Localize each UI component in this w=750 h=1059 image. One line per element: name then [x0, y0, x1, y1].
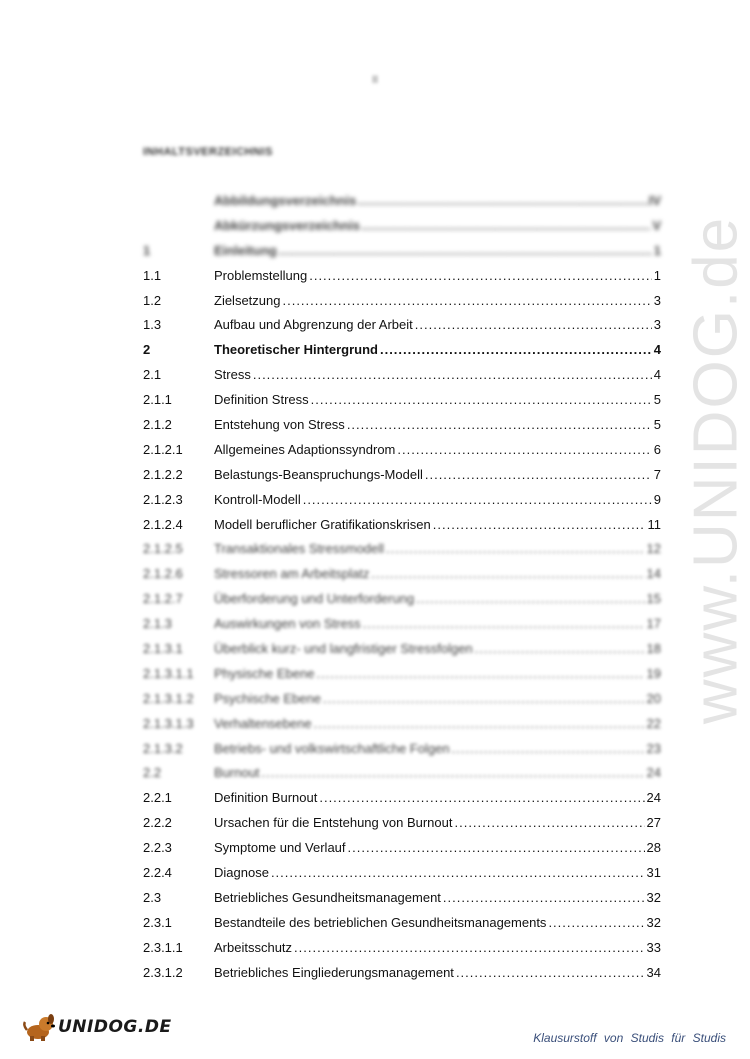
toc-entry-title: Modell beruflicher Gratifikationskrisen — [214, 516, 431, 532]
toc-entry[interactable] — [143, 338, 661, 363]
toc-entry-title: Abbildungsverzeichnis — [214, 193, 357, 208]
toc-dot-leader — [279, 239, 652, 264]
footer-tagline: Klausurstoff von Studis für Studis — [533, 1031, 726, 1045]
toc-entry-title: Theoretischer Hintergrund — [214, 342, 378, 358]
toc-entry-number: 2.1.3.1.2 — [143, 690, 194, 706]
toc-entry[interactable] — [143, 488, 661, 513]
toc-entry-page: 3 — [653, 317, 661, 333]
toc-entry-number: 2.1.3.2 — [143, 740, 183, 756]
toc-entry-number: 1.1 — [143, 267, 162, 283]
toc-entry-number: 2.2.1 — [143, 790, 172, 806]
toc-entry[interactable] — [143, 463, 661, 488]
toc-entry-number: 1 — [143, 242, 151, 258]
toc-entry-page: 5 — [653, 392, 661, 408]
toc-entry-page: 17 — [646, 616, 661, 632]
dog-icon — [22, 1013, 56, 1041]
toc-entry-title: Transaktionales Stressmodell — [214, 541, 385, 557]
toc-entry-number: 2.1.2.4 — [143, 516, 183, 532]
toc-entry-number: 2.3.1 — [143, 914, 172, 930]
toc-dot-leader — [443, 886, 645, 911]
toc-entry-page: 15 — [646, 591, 661, 607]
toc-entry[interactable] — [143, 886, 661, 911]
toc-entry-title: Stressoren am Arbeitsplatz — [214, 566, 370, 582]
toc-entry-page: 32 — [646, 914, 661, 930]
toc-entry[interactable] — [143, 811, 661, 836]
toc-entry-number: 2.1.2.7 — [143, 591, 183, 607]
toc-dot-leader — [314, 712, 645, 737]
toc-entry-number: 2.2 — [143, 765, 162, 781]
toc-entry-title: Problemstellung — [214, 267, 308, 283]
toc-entry-title: Definition Burnout — [214, 790, 318, 806]
toc-dot-leader — [282, 289, 651, 314]
toc-entry-title: Entstehung von Stress — [214, 417, 345, 433]
toc-entry-number: 2.1 — [143, 367, 162, 383]
toc-entry-title: Betriebliches Eingliederungsmanagement — [214, 964, 454, 980]
toc-dot-leader — [386, 537, 644, 562]
toc-entry[interactable] — [143, 712, 661, 737]
toc-entry-page: 12 — [646, 541, 661, 557]
toc-dot-leader — [371, 562, 644, 587]
toc-dot-leader — [347, 413, 652, 438]
toc-dot-leader — [452, 737, 645, 762]
toc-dot-leader — [319, 786, 644, 811]
toc-entry-page: 5 — [653, 417, 661, 433]
toc-entry-number: 2.3.1.1 — [143, 939, 183, 955]
toc-entry-number: 2.1.3.1.3 — [143, 715, 194, 731]
toc-entry-number: 2.3 — [143, 889, 162, 905]
toc-entry[interactable] — [143, 961, 661, 986]
toc-entry[interactable] — [143, 413, 661, 438]
toc-entry-title: Arbeitsschutz — [214, 939, 293, 955]
toc-entry-number: 2.1.3.1.1 — [143, 665, 194, 681]
toc-dot-leader — [311, 388, 652, 413]
unidog-logo[interactable] — [22, 1013, 172, 1041]
toc-entry[interactable] — [143, 313, 661, 338]
toc-dot-leader — [397, 438, 651, 463]
toc-entry-number: 2 — [143, 342, 151, 358]
toc-entry-number: 2.1.2.2 — [143, 466, 183, 482]
toc-entry[interactable] — [143, 214, 661, 239]
toc-entry-number: 1.2 — [143, 292, 162, 308]
toc-entry-title: Belastungs-Beanspruchungs-Modell — [214, 466, 423, 482]
toc-dot-leader — [358, 189, 646, 214]
toc-entry-title: Verhaltensebene — [214, 715, 312, 731]
toc-entry-page: 18 — [646, 641, 661, 657]
toc-entry-title: Symptome und Verlauf — [214, 840, 346, 856]
toc-entry-title: Überblick kurz- und langfristiger Stressfolgen — [214, 641, 473, 657]
toc-entry-page: 24 — [646, 790, 661, 806]
toc-dot-leader — [548, 911, 644, 936]
toc-entry-number: 2.2.4 — [143, 865, 172, 881]
toc-dot-leader — [271, 861, 645, 886]
toc-entry[interactable] — [143, 911, 661, 936]
toc-entry-page: 22 — [646, 715, 661, 731]
toc-dot-leader — [316, 662, 644, 687]
toc-entry[interactable] — [143, 637, 661, 662]
toc-entry-number: 2.1.3.1 — [143, 641, 183, 657]
toc-entry-page: 6 — [653, 441, 661, 457]
toc-entry-page: V — [652, 217, 661, 233]
toc-entry[interactable] — [143, 612, 661, 637]
toc-entry-number: 2.1.1 — [143, 392, 172, 408]
toc-entry-number — [143, 189, 214, 214]
toc-entry-page: 23 — [646, 740, 661, 756]
toc-entry[interactable] — [143, 936, 661, 961]
toc-entry-page: 24 — [646, 765, 661, 781]
toc-entry-page: 4 — [653, 367, 661, 383]
toc-entry[interactable] — [143, 388, 661, 413]
toc-dot-leader — [363, 612, 645, 637]
toc-entry-number: 2.1.2 — [143, 417, 172, 433]
toc-entry-title: Physische Ebene — [214, 665, 315, 681]
toc-entry-page: 27 — [646, 815, 661, 831]
toc-entry-number: 2.1.2.3 — [143, 491, 183, 507]
toc-entry-title: Einleitung — [214, 242, 277, 258]
toc-entry-title: Überforderung und Unterforderung — [214, 591, 415, 607]
toc-dot-leader — [294, 936, 644, 961]
toc-dot-leader — [415, 313, 652, 338]
toc-entry-title: Kontroll-Modell — [214, 491, 301, 507]
toc-entry-title: Stress — [214, 367, 251, 383]
toc-dot-leader — [475, 637, 645, 662]
toc-entry-page: 3 — [653, 292, 661, 308]
toc-entry[interactable] — [143, 587, 661, 612]
toc-dot-leader — [303, 488, 652, 513]
toc-entry-title: Allgemeines Adaptionssyndrom — [214, 441, 396, 457]
toc-entry-title: Zielsetzung — [214, 292, 281, 308]
toc-entry[interactable] — [143, 562, 661, 587]
toc-entry-page: 4 — [653, 342, 661, 358]
toc-entry-page: 34 — [646, 964, 661, 980]
toc-dot-leader — [309, 264, 652, 289]
toc-entry[interactable] — [143, 786, 661, 811]
toc-entry-number: 2.1.2.6 — [143, 566, 183, 582]
page-number: II — [371, 74, 379, 86]
toc-entry[interactable] — [143, 438, 661, 463]
table-of-contents — [143, 189, 661, 986]
toc-entry-title: Auswirkungen von Stress — [214, 616, 361, 632]
toc-entry-number: 2.1.2.1 — [143, 441, 183, 457]
toc-entry[interactable] — [143, 662, 661, 687]
toc-entry-title: Psychische Ebene — [214, 690, 321, 706]
toc-entry-number: 2.2.2 — [143, 815, 172, 831]
toc-entry-number: 2.2.3 — [143, 840, 172, 856]
toc-entry[interactable] — [143, 861, 661, 886]
toc-entry-page: 19 — [646, 665, 661, 681]
toc-entry-page: 14 — [646, 566, 661, 582]
toc-entry[interactable] — [143, 537, 661, 562]
toc-entry-page: IV — [648, 193, 661, 208]
toc-entry-number — [143, 214, 214, 239]
toc-dot-leader — [323, 687, 645, 712]
toc-entry-number: 2.1.3 — [143, 616, 172, 632]
toc-entry-title: Aufbau und Abgrenzung der Arbeit — [214, 317, 413, 333]
toc-entry[interactable] — [143, 761, 661, 786]
toc-entry-page: 1 — [653, 267, 661, 283]
toc-entry-title: Ursachen für die Entstehung von Burnout — [214, 815, 453, 831]
toc-dot-leader — [416, 587, 644, 612]
toc-entry[interactable] — [143, 289, 661, 314]
toc-dot-leader — [380, 338, 652, 363]
toc-entry[interactable] — [143, 737, 661, 762]
toc-entry-page: 9 — [653, 491, 661, 507]
toc-entry-number: 2.3.1.2 — [143, 964, 183, 980]
toc-entry-page: 33 — [646, 939, 661, 955]
toc-dot-leader — [454, 811, 644, 836]
toc-dot-leader — [262, 761, 645, 786]
toc-entry[interactable] — [143, 836, 661, 861]
toc-entry-page: 7 — [653, 466, 661, 482]
toc-entry[interactable] — [143, 513, 661, 538]
toc-dot-leader — [253, 363, 652, 388]
toc-entry-page: 31 — [646, 865, 661, 881]
toc-dot-leader — [425, 463, 652, 488]
toc-entry-number: 2.1.2.5 — [143, 541, 183, 557]
toc-dot-leader — [362, 214, 650, 239]
toc-entry-title: Betriebliches Gesundheitsmanagement — [214, 889, 441, 905]
toc-entry[interactable] — [143, 687, 661, 712]
toc-entry-page: 11 — [647, 516, 661, 532]
toc-entry-page: 32 — [646, 889, 661, 905]
toc-entry[interactable] — [143, 239, 661, 264]
toc-entry-page: 20 — [646, 690, 661, 706]
toc-entry-page: 28 — [646, 840, 661, 856]
toc-entry-title: Bestandteile des betrieblichen Gesundheitsmanagements — [214, 914, 547, 930]
toc-entry-title: Definition Stress — [214, 392, 309, 408]
toc-entry-title: Abkürzungsverzeichnis — [214, 217, 360, 233]
toc-heading: INHALTSVERZEICHNIS — [143, 146, 273, 158]
toc-dot-leader — [456, 961, 645, 986]
logo-text: UNIDOG.DE — [58, 1017, 172, 1037]
toc-entry-title: Diagnose — [214, 865, 269, 881]
toc-entry-number: 1.3 — [143, 317, 162, 333]
watermark: www.UNIDOG.de — [681, 215, 750, 725]
toc-entry-title: Burnout — [214, 765, 260, 781]
toc-dot-leader — [433, 513, 646, 538]
toc-entry[interactable] — [143, 363, 661, 388]
toc-entry-page: 1 — [653, 242, 661, 258]
toc-dot-leader — [348, 836, 645, 861]
toc-entry[interactable] — [143, 189, 661, 214]
toc-entry[interactable] — [143, 264, 661, 289]
toc-entry-title: Betriebs- und volkswirtschaftliche Folgen — [214, 740, 450, 756]
